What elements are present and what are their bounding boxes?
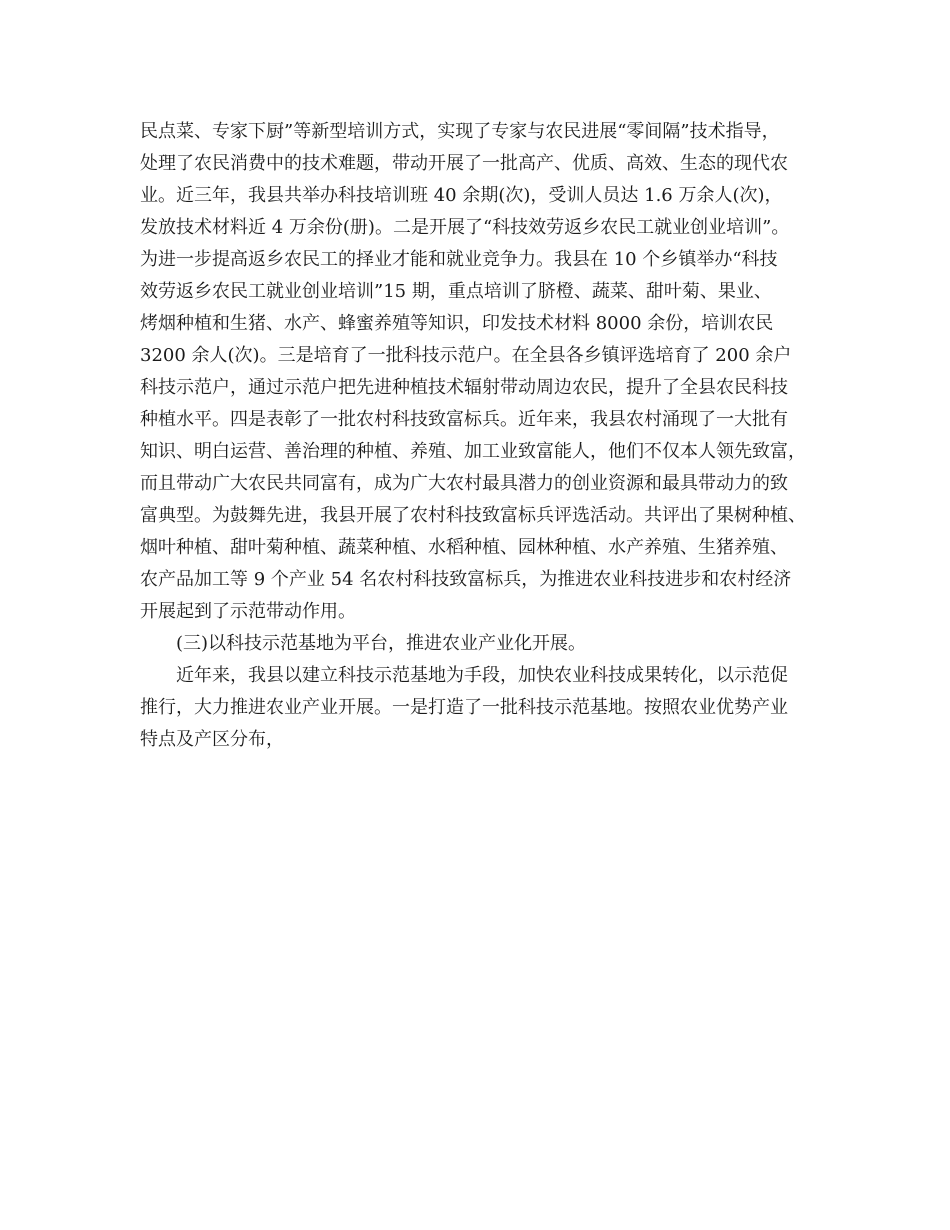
paragraph-line: 特点及产区分布， (140, 729, 284, 750)
body-line: 民点菜、专家下厨”等新型培训方式，实现了专家与农民进展“零间隔”技术指导， (140, 121, 780, 142)
paragraph-line: 推行，大力推进农业产业开展。一是打造了一批科技示范基地。按照农业优势产业 (140, 697, 788, 718)
body-line: 处理了农民消费中的技术难题，带动开展了一批高产、优质、高效、生态的现代农 (140, 153, 788, 174)
body-line: 而且带动广大农民共同富有，成为广大农村最具潜力的创业资源和最具带动力的致 (140, 473, 788, 494)
section-heading: (三)以科技示范基地为平台，推进农业产业化开展。 (176, 633, 587, 654)
body-line: 3200 余人(次)。三是培育了一批科技示范户。在全县各乡镇评选培育了 200 余户 (140, 345, 792, 366)
body-line: 为进一步提高返乡农民工的择业才能和就业竞争力。我县在 10 个乡镇举办“科技 (140, 249, 778, 270)
body-line: 农产品加工等 9 个产业 54 名农村科技致富标兵，为推进农业科技进步和农村经济 (140, 569, 792, 590)
body-line: 种植水平。四是表彰了一批农村科技致富标兵。近年来，我县农村涌现了一大批有 (140, 409, 788, 430)
body-line: 富典型。为鼓舞先进，我县开展了农村科技致富标兵评选活动。共评出了果树种植、 (140, 505, 806, 526)
paragraph-line: 近年来，我县以建立科技示范基地为手段，加快农业科技成果转化，以示范促 (176, 665, 788, 686)
body-line: 效劳返乡农民工就业创业培训”15 期，重点培训了脐橙、蔬菜、甜叶菊、果业、 (140, 281, 772, 302)
body-line: 科技示范户，通过示范户把先进种植技术辐射带动周边农民，提升了全县农民科技 (140, 377, 788, 398)
document-body (140, 116, 840, 756)
body-line: 业。近三年，我县共举办科技培训班 40 余期(次)，受训人员达 1.6 万余人(次)， (140, 185, 783, 206)
body-line: 发放技术材料近 4 万余份(册)。二是开展了“科技效劳返乡农民工就业创业培训”。 (140, 217, 790, 238)
body-line: 烤烟种植和生猪、水产、蜂蜜养殖等知识，印发技术材料 8000 余份，培训农民 (140, 313, 774, 334)
body-line: 开展起到了示范带动作用。 (140, 601, 356, 622)
body-line: 知识、明白运营、善治理的种植、养殖、加工业致富能人，他们不仅本人领先致富， (140, 441, 806, 462)
body-line: 烟叶种植、甜叶菊种植、蔬菜种植、水稻种植、园林种植、水产养殖、生猪养殖、 (140, 537, 788, 558)
